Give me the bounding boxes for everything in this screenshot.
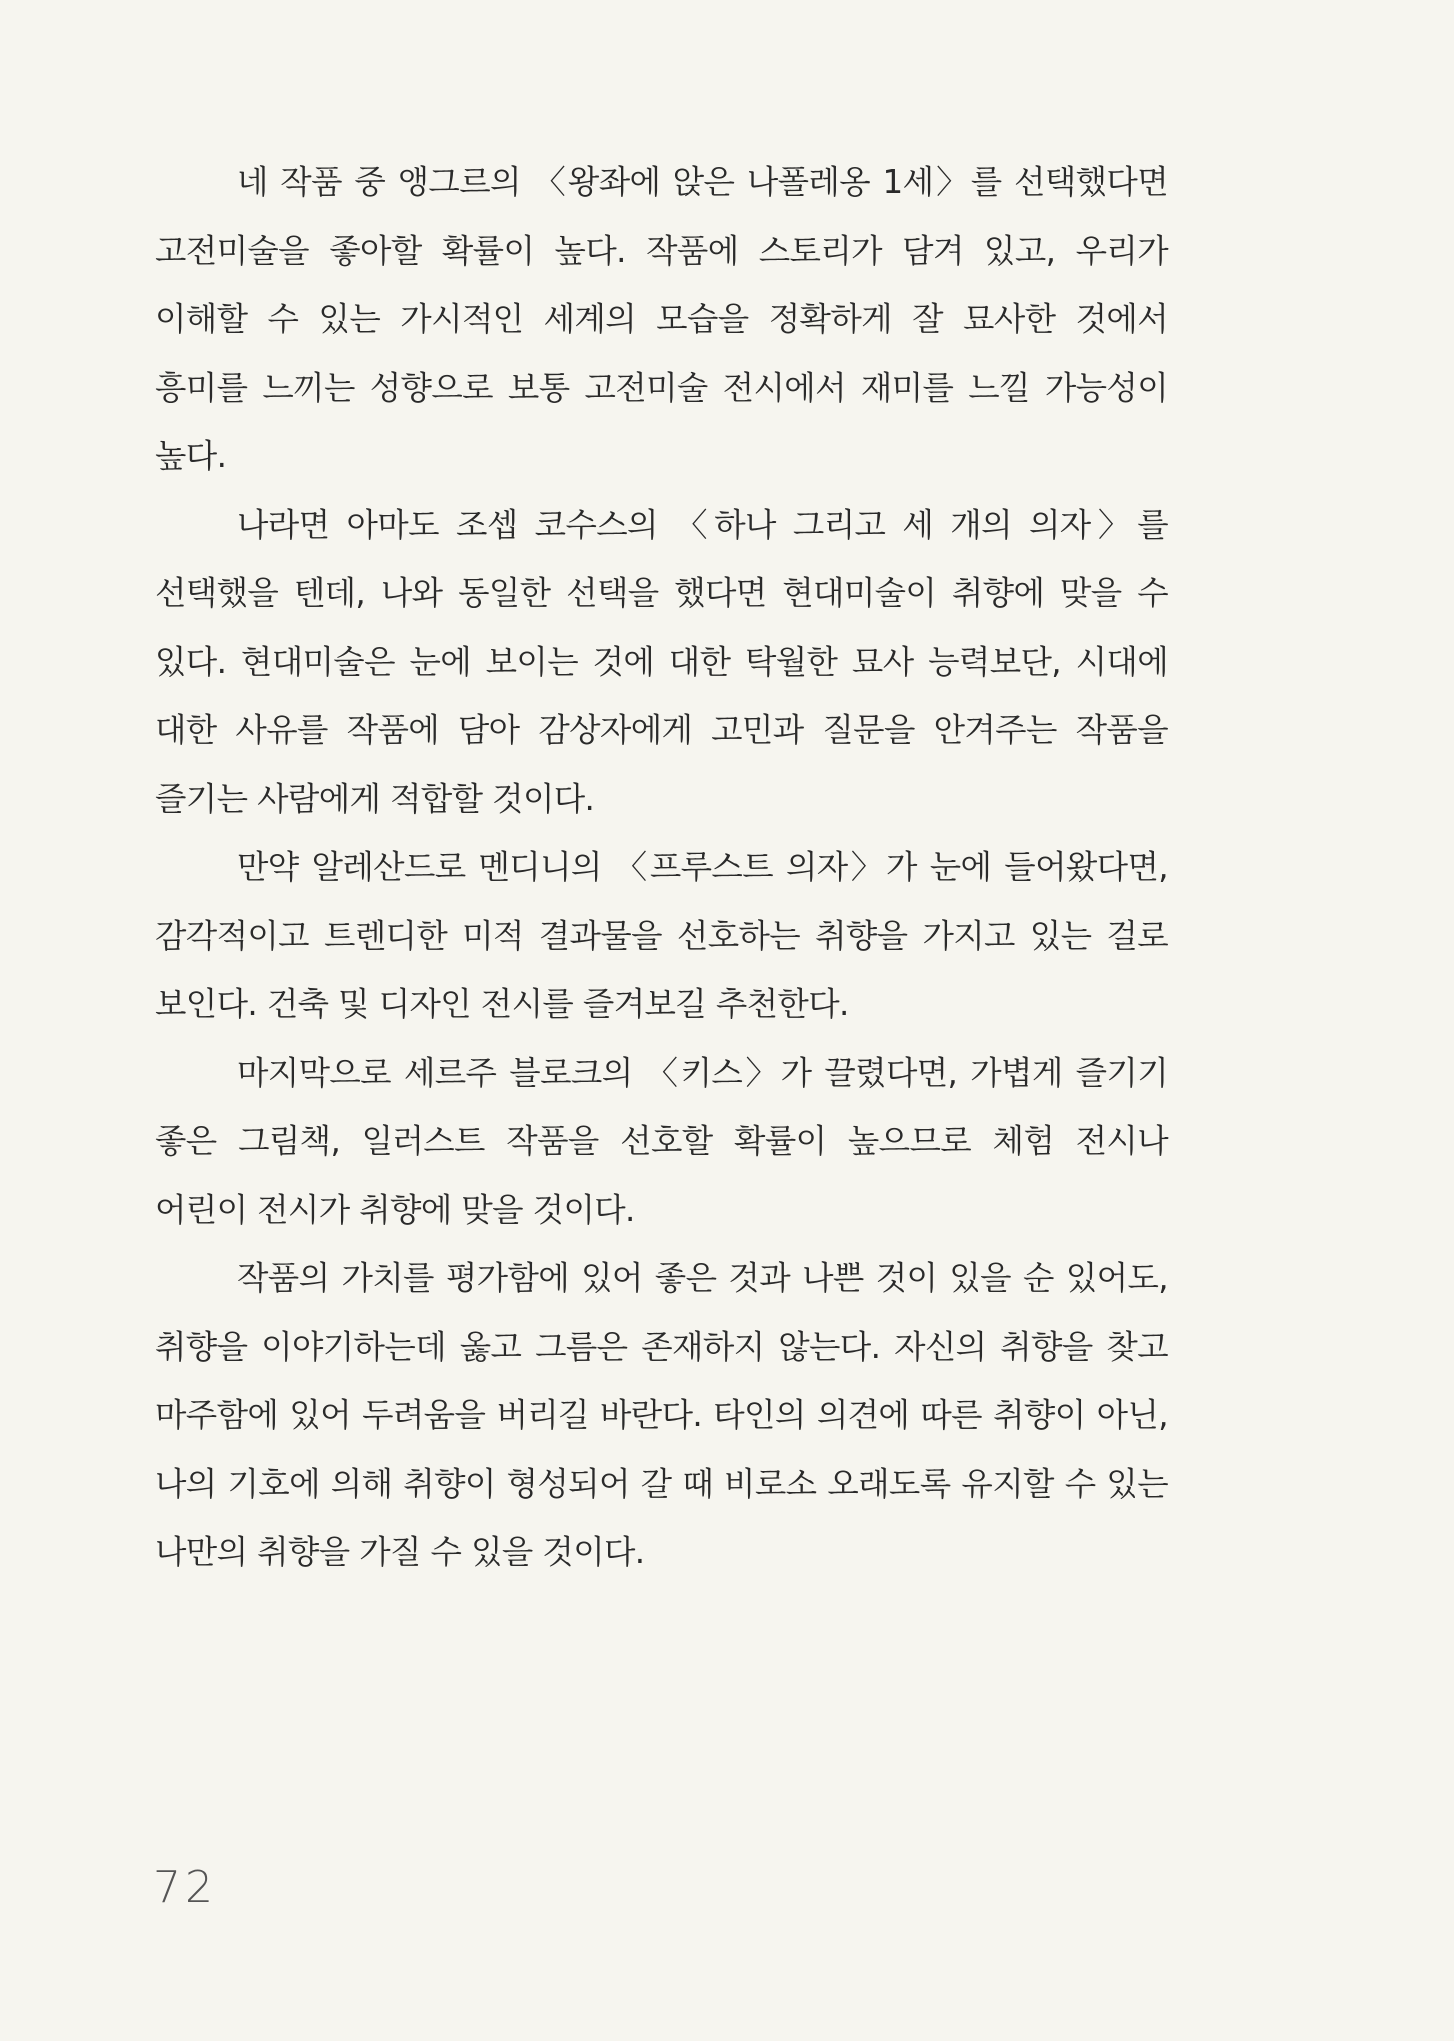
paragraph-conclusion: 작품의 가치를 평가함에 있어 좋은 것과 나쁜 것이 있을 순 있어도, 취향을 이야기하는데 옳고 그름은 존재하지 않는다. 자신의 취향을 찾고 마주함에 있어 두려움을 버리길 바란다. 타인의 의견에 따른 취향이 아닌, 나의 기호에 의해 취향이 형성되어 갈 때 비로소 오래도록 유지할 수 있는 나만의 취향을 가질 수 있을 것이다.: [155, 1259, 1168, 1571]
paragraph-bloch: 마지막으로 세르주 블로크의 〈키스〉가 끌렸다면, 가볍게 즐기기 좋은 그림책, 일러스트 작품을 선호할 확률이 높으므로 체험 전시나 어린이 전시가 취향에 맞을 것이다.: [155, 1053, 1168, 1229]
paragraph-mendini: 만약 알레산드로 멘디니의 〈프루스트 의자〉가 눈에 들어왔다면, 감각적이고 트렌디한 미적 결과물을 선호하는 취향을 가지고 있는 걸로 보인다. 건축 및 디자인 전시를 즐겨보길 추천한다.: [155, 848, 1168, 1023]
body-text: [155, 148, 1168, 1587]
paragraph-kosuth: 나라면 아마도 조셉 코수스의 〈하나 그리고 세 개의 의자〉를 선택했을 텐데, 나와 동일한 선택을 했다면 현대미술이 취향에 맞을 수 있다. 현대미술은 눈에 보이는 것에 대한 탁월한 묘사 능력보단, 시대에 대한 사유를 작품에 담아 감상자에게 고민과 질문을 안겨주는 작품을 즐기는 사람에게 적합할 것이다.: [155, 505, 1168, 818]
page-number: 72: [153, 1862, 217, 1913]
paragraph-ingres: 네 작품 중 앵그르의 〈왕좌에 앉은 나폴레옹 1세〉를 선택했다면 고전미술을 좋아할 확률이 높다. 작품에 스토리가 담겨 있고, 우리가 이해할 수 있는 가시적인 세계의 모습을 정확하게 잘 묘사한 것에서 흥미를 느끼는 성향으로 보통 고전미술 전시에서 재미를 느낄 가능성이 높다.: [155, 163, 1168, 475]
